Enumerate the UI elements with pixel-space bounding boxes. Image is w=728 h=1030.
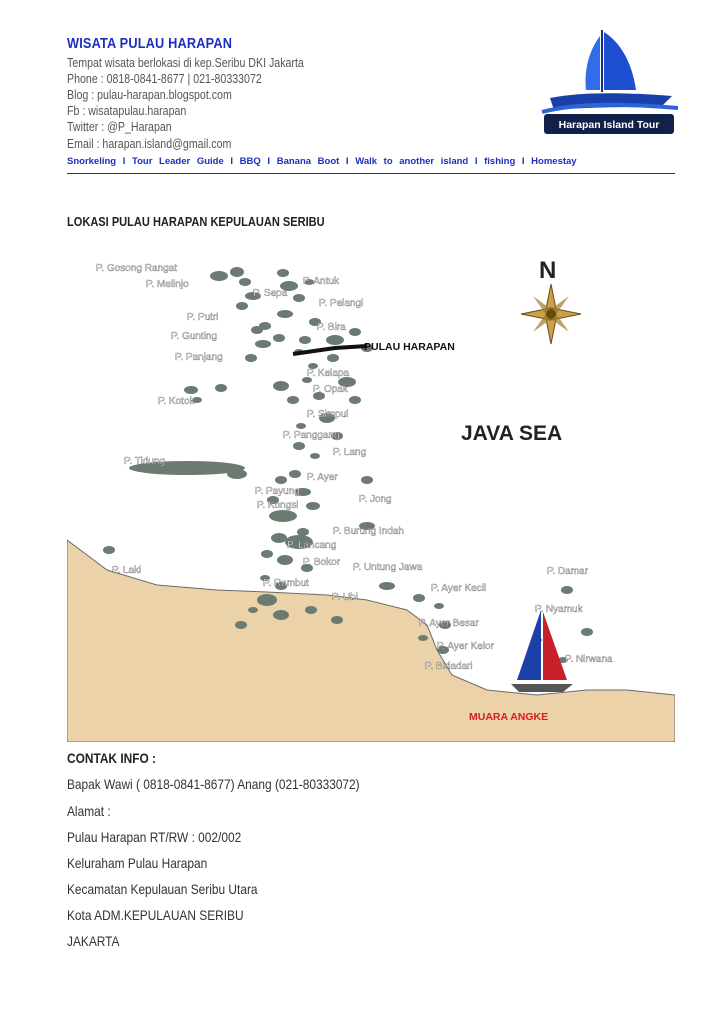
location-text: Tempat wisata berlokasi di kep.Seribu DKI Jakarta bbox=[67, 56, 304, 70]
services-list: Snorkeling I Tour Leader Guide I BBQ I Banana Boot I Walk to another island I fishing I Homestay bbox=[67, 156, 577, 167]
address-line-4: Kota ADM.KEPULAUAN SERIBU bbox=[67, 907, 244, 923]
label-bidadari: P. Bidadari bbox=[425, 661, 473, 672]
address-line-2: Keluraham Pulau Harapan bbox=[67, 855, 208, 871]
label-rambut: P. Rambut bbox=[263, 578, 309, 589]
java-sea-label: JAVA SEA bbox=[461, 422, 563, 445]
label-lancang: P. Lancang bbox=[287, 540, 337, 551]
label-putri: P. Putri bbox=[187, 312, 219, 323]
header-divider bbox=[67, 173, 675, 174]
label-sepa: P. Sepa bbox=[253, 288, 288, 299]
label-nirwana: P. Nirwana bbox=[565, 654, 613, 665]
label-ubi: P. Ubi bbox=[332, 592, 358, 603]
label-lang: P. Lang bbox=[333, 447, 367, 458]
label-laki: P. Laki bbox=[112, 565, 142, 576]
phone-text: Phone : 0818-0841-8677 | 021-80333072 bbox=[67, 72, 262, 86]
harapan-island-tour-logo bbox=[540, 22, 680, 142]
svg-text:N: N bbox=[539, 257, 557, 284]
pulau-harapan-label: PULAU HARAPAN bbox=[364, 341, 455, 353]
label-ayer-kecil: P. Ayer Kecil bbox=[431, 583, 487, 594]
address-line-1: Pulau Harapan RT/RW : 002/002 bbox=[67, 829, 242, 845]
label-panggang: P. Panggang bbox=[283, 430, 340, 441]
label-gunting: P. Gunting bbox=[171, 331, 217, 342]
address-label: Alamat : bbox=[67, 803, 111, 819]
seribu-islands-map bbox=[67, 240, 675, 742]
label-panjang: P. Panjang bbox=[175, 352, 223, 363]
label-simpul: P. Simpul bbox=[307, 409, 349, 420]
label-melinjo: P. Melinjo bbox=[146, 279, 189, 290]
contact-heading: CONTAK INFO : bbox=[67, 750, 157, 766]
page-title: WISATA PULAU HARAPAN bbox=[67, 35, 233, 52]
blog-link[interactable]: Blog : pulau-harapan.blogspot.com bbox=[67, 88, 232, 102]
label-gosong-rangat: P. Gosong Rangat bbox=[96, 263, 177, 274]
facebook-text: Fb : wisatapulau.harapan bbox=[67, 104, 187, 118]
label-tidung: P. Tidung bbox=[124, 456, 165, 467]
address-line-5: JAKARTA bbox=[67, 933, 120, 949]
label-bokor: P. Bokor bbox=[303, 557, 341, 568]
label-kelapa: P. Kelapa bbox=[307, 368, 350, 379]
label-kongsi: P. Kongsi bbox=[257, 500, 299, 511]
label-nyamuk: P. Nyamuk bbox=[535, 604, 583, 615]
label-ayer-besar: P. Ayer Besar bbox=[419, 618, 479, 629]
label-payung: P. Payung bbox=[255, 486, 300, 497]
contact-persons: Bapak Wawi ( 0818-0841-8677) Anang (021-80333072) bbox=[67, 776, 360, 792]
logo-text: Harapan Island Tour bbox=[558, 119, 660, 131]
map-heading: LOKASI PULAU HARAPAN KEPULAUAN SERIBU bbox=[67, 214, 325, 229]
label-ayer: P. Ayer bbox=[307, 472, 338, 483]
label-damar: P. Damar bbox=[547, 566, 588, 577]
label-untung-jawa: P. Untung Jawa bbox=[353, 562, 423, 573]
label-jong: P. Jong bbox=[359, 494, 392, 505]
address-line-3: Kecamatan Kepulauan Seribu Utara bbox=[67, 881, 258, 897]
label-kotok: P. Kotok bbox=[158, 396, 195, 407]
twitter-text: Twitter : @P_Harapan bbox=[67, 120, 172, 134]
muara-angke-label: MUARA ANGKE bbox=[469, 711, 549, 723]
label-pelangi: P. Pelangi bbox=[319, 298, 364, 309]
label-burung-indah: P. Burung Indah bbox=[333, 526, 404, 537]
label-antuk: P. Antuk bbox=[303, 276, 339, 287]
label-bira: P. Bira bbox=[317, 322, 346, 333]
label-opak: P. Opak bbox=[313, 384, 348, 395]
email-link[interactable]: Email : harapan.island@gmail.com bbox=[67, 137, 232, 151]
label-ayer-kelor: P. Ayer Kelor bbox=[437, 641, 494, 652]
